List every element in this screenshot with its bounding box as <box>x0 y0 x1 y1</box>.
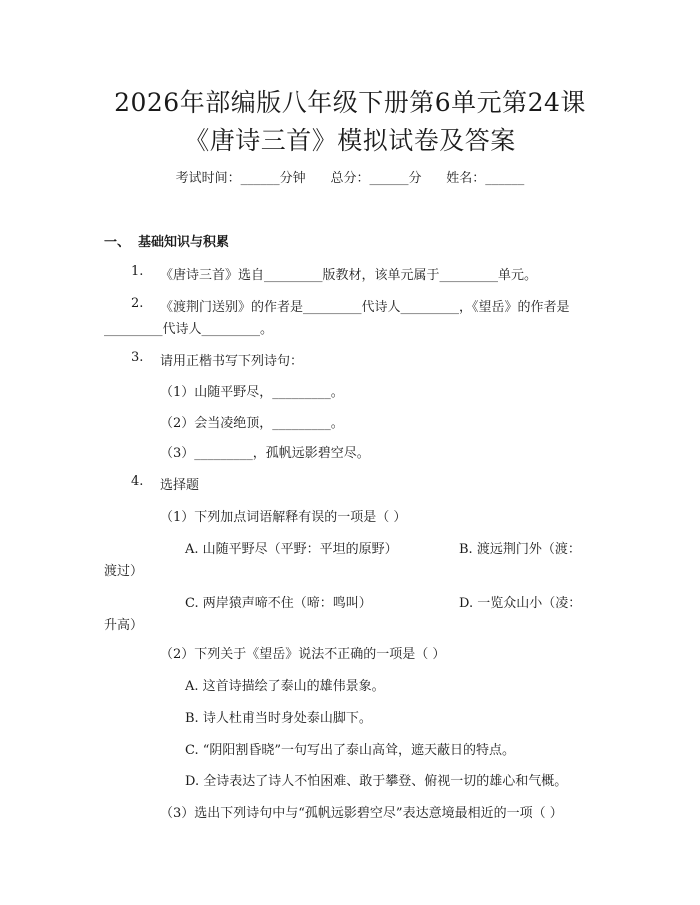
q4-sub2-option-c: C. “阴阳割昏晓”一句写出了泰山高耸，遮天蔽日的特点。 <box>185 743 516 758</box>
q4-sub2-option-a: A. 这首诗描绘了泰山的雄伟景象。 <box>185 679 385 694</box>
q2-line1: 《渡荆门送别》的作者是_________代诗人_________，《望岳》的作者是 <box>160 300 570 315</box>
page-title-line2: 《唐诗三首》模拟试卷及答案 <box>184 126 516 155</box>
section-title: 基础知识与积累 <box>138 235 230 250</box>
q3-number: 3. <box>131 350 144 365</box>
q4-sub1-option-b: B. 渡远荆门外（渡： <box>459 542 581 557</box>
exam-time: 考试时间：______分钟 <box>175 171 306 186</box>
q4-sub2-option-d: D. 全诗表达了诗人不怕困难、敢于攀登、俯视一切的雄心和气概。 <box>185 774 568 789</box>
q3-item-3: （3）_________，孤帆远影碧空尽。 <box>160 446 370 461</box>
q4-sub1-option-d: D. 一览众山小（凌： <box>459 596 582 611</box>
q4-sub2-option-b: B. 诗人杜甫当时身处泰山脚下。 <box>185 711 372 726</box>
q3-item-2: （2）会当凌绝顶，_________。 <box>160 416 344 431</box>
q4-number: 4. <box>131 474 144 489</box>
q2-line2: _________代诗人_________。 <box>104 322 274 337</box>
exam-name: 姓名：______ <box>446 171 525 186</box>
q2-number: 2. <box>131 296 144 311</box>
q4-sub1-option-a: A. 山随平野尽（平野：平坦的原野） <box>185 542 398 557</box>
exam-info <box>0 167 700 186</box>
section-number: 一、 <box>104 235 131 250</box>
q4-sub2-stem: （2）下列关于《望岳》说法不正确的一项是（ ） <box>160 647 446 662</box>
page-title-line1: 2026年部编版八年级下册第6单元第24课 <box>114 88 586 117</box>
q4-sub3-stem: （3）选出下列诗句中与“孤帆远影碧空尽”表达意境最相近的一项（ ） <box>160 806 563 821</box>
q4-sub1-stem: （1）下列加点词语解释有误的一项是（ ） <box>160 510 407 525</box>
q1-text: 《唐诗三首》选自_________版教材，该单元属于_________单元。 <box>160 268 538 283</box>
q4-text: 选择题 <box>160 478 200 493</box>
q4-sub1-option-d-cont: 升高） <box>104 618 144 633</box>
q4-sub1-option-b-cont: 渡过） <box>104 564 144 579</box>
q3-item-1: （1）山随平野尽，_________。 <box>160 385 344 400</box>
q1-number: 1. <box>131 264 144 279</box>
q4-sub1-option-c: C. 两岸猿声啼不住（啼：鸣叫） <box>185 596 372 611</box>
exam-score: 总分：______分 <box>330 171 422 186</box>
q3-text: 请用正楷书写下列诗句： <box>160 354 304 369</box>
